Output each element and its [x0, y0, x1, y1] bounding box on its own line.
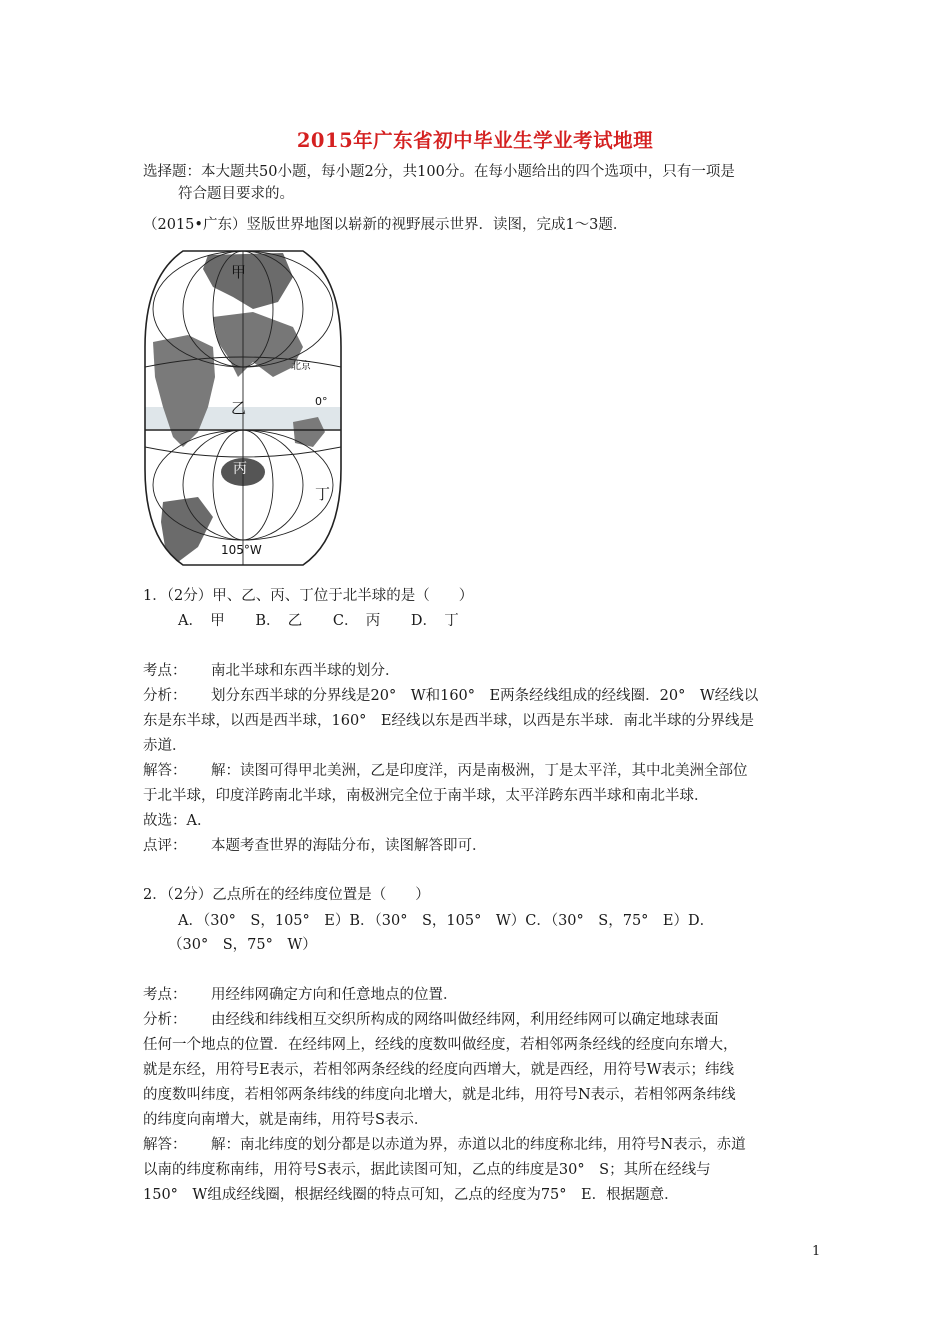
label-yi: 乙 [231, 399, 247, 417]
q2-jieda-3: 150° W组成经线圈，根据经线圈的特点可知，乙点的经度为75° E．根据题意． [143, 1187, 679, 1203]
intro-line-1: 选择题：本大题共50小题，每小题2分，共100分。在每小题给出的四个选项中，只有一项是 [143, 164, 735, 180]
q1-jieda-2: 于北半球，印度洋跨南北半球，南极洲完全位于南半球，太平洋跨东西半球和南北半球． [143, 788, 709, 804]
q2-jieda-2: 以南的纬度称南纬，用符号S表示，据此读图可知，乙点的纬度是30° S；其所在经线与 [143, 1162, 711, 1178]
q1-kaodian-text: 南北半球和东西半球的划分． [211, 663, 400, 679]
label-kaodian: 考点： [143, 663, 187, 679]
asia-shape [213, 312, 303, 377]
label-jieda-2: 解答： [143, 1137, 187, 1153]
label-equator-zero: 0° [315, 395, 328, 408]
q1-choice: 故选：A． [143, 813, 212, 829]
label-ding: 丁 [315, 485, 331, 503]
q1-options [178, 611, 459, 631]
label-jia: 甲 [231, 263, 247, 281]
label-fenxi-2: 分析： [143, 1012, 187, 1028]
q1-kaodian [143, 661, 400, 681]
q2-kaodian [143, 985, 458, 1005]
q2-fenxi-5: 的纬度向南增大，就是南纬，用符号S表示． [143, 1112, 429, 1128]
page-number: 1 [812, 1244, 821, 1259]
q2-options-1: A．（30° S，105° E）B．（30° S，105° W）C．（30° S，75° E）D． [178, 913, 715, 929]
label-dianping: 点评： [143, 838, 187, 854]
q1-fenxi-3: 赤道． [143, 738, 187, 754]
q1-jieda-1: 解：读图可得甲北美洲，乙是印度洋，丙是南极洲，丁是太平洋，其中北美洲全部位 [211, 763, 748, 779]
q2-fenxi-4: 的度数叫纬度，若相邻两条纬线的纬度向北增大，就是北纬，用符号N表示，若相邻两条纬线 [143, 1087, 736, 1103]
page-title: 2015年广东省初中毕业生学业考试地理 [296, 129, 654, 152]
q1-jieda [143, 761, 748, 781]
q2-stem: 2．（2分）乙点所在的经纬度位置是（ ） [143, 887, 430, 903]
q2-fenxi-2: 任何一个地点的位置．在经纬网上，经线的度数叫做经度，若相邻两条经线的经度向东增大， [143, 1037, 738, 1053]
q2-fenxi-1: 由经线和纬线相互交织所构成的网络叫做经纬网，利用经纬网可以确定地球表面 [211, 1012, 719, 1028]
question-source: （2015•广东）竖版世界地图以崭新的视野展示世界．读图，完成1～3题． [143, 217, 628, 233]
label-jieda: 解答： [143, 763, 187, 779]
q1-dianping-text: 本题考查世界的海陆分布，读图解答即可． [211, 838, 487, 854]
label-105w: 105°W [221, 543, 262, 557]
label-beijing: 北京 [291, 361, 311, 372]
q1-option-b: B． 乙 [255, 613, 303, 629]
q2-options-2: （30° S，75° W） [168, 937, 317, 953]
label-kaodian-2: 考点： [143, 987, 187, 1003]
q2-jieda [143, 1135, 746, 1155]
q1-option-a: A． 甲 [178, 613, 225, 629]
q2-kaodian-text: 用经纬网确定方向和任意地点的位置． [211, 987, 458, 1003]
intro-line-2: 符合题目要求的。 [178, 186, 294, 202]
label-fenxi: 分析： [143, 688, 187, 704]
q2-fenxi [143, 1010, 719, 1030]
q2-jieda-1: 解：南北纬度的划分都是以赤道为界，赤道以北的纬度称北纬，用符号N表示，赤道 [211, 1137, 746, 1153]
q1-stem: 1．（2分）甲、乙、丙、丁位于北半球的是（ ） [143, 588, 474, 604]
q1-option-c: C． 丙 [332, 613, 381, 629]
q2-fenxi-3: 就是东经，用符号E表示，若相邻两条经线的经度向西增大，就是西经，用符号W表示；纬线 [143, 1062, 734, 1078]
q1-fenxi [143, 686, 758, 706]
q1-fenxi-1: 划分东西半球的分界线是20° W和160° E两条经线组成的经线圈．20° W经线以 [211, 688, 759, 704]
q1-dianping [143, 836, 487, 856]
label-bing: 丙 [233, 461, 247, 477]
vertical-world-map [143, 247, 343, 569]
q1-option-d: D． 丁 [410, 613, 459, 629]
q1-fenxi-2: 东是东半球，以西是西半球，160° E经线以东是西半球，以西是东半球．南北半球的分界线是 [143, 713, 755, 729]
